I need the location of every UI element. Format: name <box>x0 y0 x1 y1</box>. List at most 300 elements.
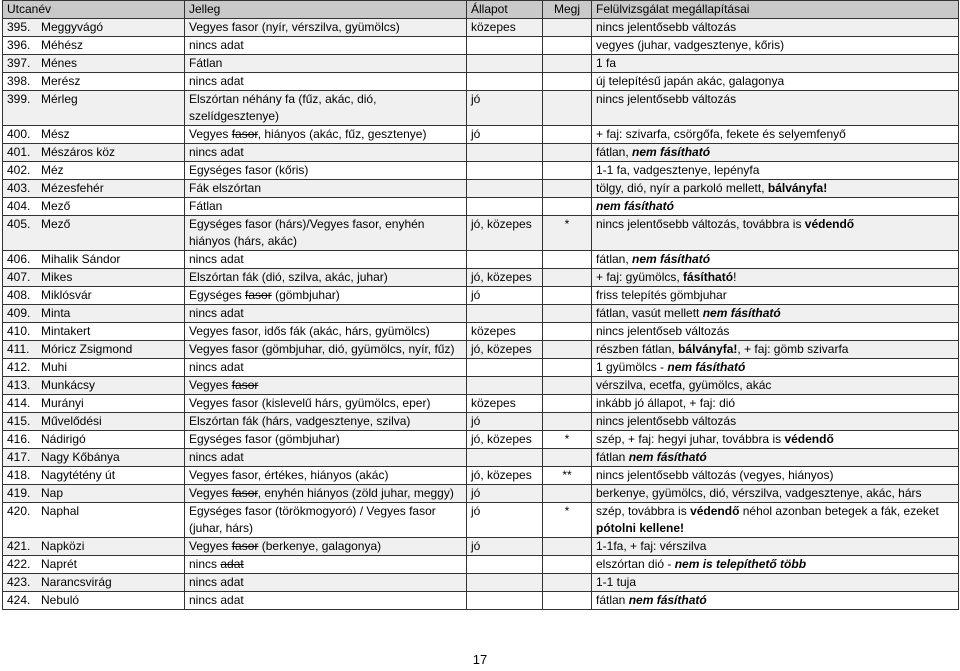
cell-megj <box>543 592 592 610</box>
row-number: 415. <box>7 414 31 428</box>
struck-text: fasor <box>231 486 258 500</box>
bold-text: védendő <box>804 217 855 231</box>
row-number: 421. <box>7 539 31 553</box>
street-name: Mézesfehér <box>41 181 104 195</box>
cell-megj <box>543 449 592 467</box>
text: Vegyes fasor, idős fák (akác, hárs, gyümölcs) <box>189 324 430 338</box>
cell-megj <box>543 341 592 359</box>
text: nincs adat <box>189 145 244 159</box>
cell-allapot: közepes <box>467 19 543 37</box>
row-number: 423. <box>7 575 31 589</box>
cell-street <box>3 467 185 485</box>
text: nincs adat <box>189 306 244 320</box>
cell-felulvizsgalat <box>592 55 959 73</box>
cell-street <box>3 251 185 269</box>
cell-street <box>3 592 185 610</box>
row-number: 401. <box>7 145 31 159</box>
text: tölgy, dió, nyír a parkoló mellett, <box>596 181 768 195</box>
street-name: Művelődési <box>41 414 102 428</box>
street-name: Nap <box>41 486 64 500</box>
cell-felulvizsgalat <box>592 574 959 592</box>
cell-allapot: közepes <box>467 395 543 413</box>
bold-italic-text <box>629 593 707 607</box>
cell-jelleg <box>185 251 467 269</box>
text: 1-1 tuja <box>596 575 637 589</box>
table-row <box>3 287 959 305</box>
text: nincs adat <box>189 450 244 464</box>
bold-italic-text <box>667 360 745 374</box>
cell-felulvizsgalat <box>592 37 959 55</box>
street-name: Nebuló <box>41 593 80 607</box>
text: vérszilva, ecetfa, gyümölcs, akác <box>596 378 772 392</box>
street-name: Mihalik Sándor <box>41 252 121 266</box>
row-number: 400. <box>7 127 31 141</box>
cell-allapot <box>467 592 543 610</box>
street-name: Muhi <box>41 360 68 374</box>
cell-jelleg <box>185 73 467 91</box>
table-row <box>3 592 959 610</box>
table-row <box>3 431 959 449</box>
cell-felulvizsgalat <box>592 323 959 341</box>
struck-text: fasor <box>231 378 259 392</box>
cell-megj <box>543 395 592 413</box>
cell-felulvizsgalat <box>592 269 959 287</box>
cell-jelleg <box>185 341 467 359</box>
cell-street <box>3 538 185 556</box>
text: nincs adat <box>189 575 244 589</box>
text: fátlan, <box>596 145 633 159</box>
street-name: Móricz Zsigmond <box>41 342 133 356</box>
cell-jelleg <box>185 574 467 592</box>
bold-text: védendő <box>784 432 834 446</box>
text: nincs jelentősebb változás <box>596 414 737 428</box>
cell-jelleg <box>185 538 467 556</box>
cell-megj <box>543 556 592 574</box>
cell-street <box>3 91 185 126</box>
table-row <box>3 37 959 55</box>
cell-jelleg <box>185 216 467 251</box>
cell-allapot: jó <box>467 287 543 305</box>
cell-jelleg <box>185 287 467 305</box>
text: Elszórtan néhány fa (fűz, akác, dió, szelídgesztenye) <box>189 92 377 123</box>
row-number: 422. <box>7 557 31 571</box>
text: Vegyes <box>189 127 232 141</box>
bold-italic-text <box>629 450 707 464</box>
cell-street <box>3 126 185 144</box>
row-number: 408. <box>7 288 31 302</box>
cell-felulvizsgalat <box>592 180 959 198</box>
text: Fátlan <box>189 199 223 213</box>
table-row <box>3 198 959 216</box>
street-name: Mészáros köz <box>41 145 116 159</box>
row-number: 406. <box>7 252 31 266</box>
cell-allapot: jó, közepes <box>467 431 543 449</box>
cell-allapot <box>467 305 543 323</box>
text: fátlan <box>596 593 629 607</box>
street-name: Naphal <box>41 504 80 518</box>
cell-jelleg <box>185 503 467 538</box>
street-name: Mintakert <box>41 324 91 338</box>
cell-jelleg <box>185 305 467 323</box>
cell-jelleg <box>185 162 467 180</box>
text: , enyhén hiányos (zöld juhar, meggy) <box>257 486 454 500</box>
street-name: Nagytétény út <box>41 468 116 482</box>
text: , + faj: gömb szivarfa <box>737 342 849 356</box>
cell-felulvizsgalat <box>592 216 959 251</box>
cell-megj <box>543 485 592 503</box>
table-row <box>3 341 959 359</box>
text: szép, + faj: hegyi juhar, továbbra is <box>596 432 785 446</box>
row-number: 395. <box>7 20 31 34</box>
cell-jelleg <box>185 91 467 126</box>
header-allapot: Állapot <box>467 1 543 19</box>
bold-italic-text <box>703 306 781 320</box>
cell-felulvizsgalat <box>592 19 959 37</box>
text: nincs adat <box>189 252 244 266</box>
text: Vegyes <box>189 486 232 500</box>
text: néhol azonban betegek a fák, ezeket <box>739 504 939 518</box>
cell-street <box>3 37 185 55</box>
row-number: 413. <box>7 378 31 392</box>
cell-jelleg <box>185 37 467 55</box>
cell-street <box>3 73 185 91</box>
text: nincs jelentősebb változás (vegyes, hiányos) <box>596 468 834 482</box>
bold-italic-text <box>675 557 806 571</box>
cell-jelleg <box>185 144 467 162</box>
cell-megj <box>543 91 592 126</box>
table-row <box>3 162 959 180</box>
cell-felulvizsgalat <box>592 377 959 395</box>
text: Egységes fasor (gömbjuhar) <box>189 432 340 446</box>
street-name: Mikes <box>41 270 73 284</box>
cell-jelleg <box>185 359 467 377</box>
text: 1-1 fa, vadgesztenye, lepényfa <box>596 163 760 177</box>
row-number: 402. <box>7 163 31 177</box>
cell-allapot <box>467 180 543 198</box>
cell-allapot: jó <box>467 538 543 556</box>
header-megj: Megj <box>543 1 592 19</box>
struck-text: fasor <box>231 539 259 553</box>
cell-allapot <box>467 449 543 467</box>
table-row <box>3 377 959 395</box>
table-row <box>3 126 959 144</box>
text: Egységes <box>189 288 246 302</box>
cell-felulvizsgalat <box>592 556 959 574</box>
row-number: 403. <box>7 181 31 195</box>
cell-allapot: jó <box>467 503 543 538</box>
bold-text: védendő <box>690 504 740 518</box>
text: új telepítésű japán akác, galagonya <box>596 74 785 88</box>
street-name: Meggyvágó <box>41 20 104 34</box>
cell-jelleg <box>185 126 467 144</box>
cell-felulvizsgalat <box>592 198 959 216</box>
cell-jelleg <box>185 413 467 431</box>
bold-italic-text <box>596 199 674 213</box>
cell-felulvizsgalat <box>592 126 959 144</box>
cell-street <box>3 55 185 73</box>
cell-street <box>3 556 185 574</box>
row-number: 410. <box>7 324 31 338</box>
cell-megj <box>543 37 592 55</box>
row-number: 397. <box>7 56 31 70</box>
row-number: 409. <box>7 306 31 320</box>
cell-jelleg <box>185 431 467 449</box>
text: Vegyes fasor (nyír, vérszilva, gyümölcs) <box>189 20 400 34</box>
street-name: Nagy Kőbánya <box>41 450 120 464</box>
text: (gömbjuhar) <box>271 288 340 302</box>
text: nincs adat <box>189 74 244 88</box>
cell-megj: ** <box>543 467 592 485</box>
cell-street <box>3 377 185 395</box>
row-number: 420. <box>7 504 31 518</box>
cell-allapot <box>467 73 543 91</box>
italic-text: nem fásítható <box>628 593 707 607</box>
cell-felulvizsgalat <box>592 431 959 449</box>
text: Egységes fasor (hárs)/Vegyes fasor, enyhén hiányos (hárs, akác) <box>189 217 425 248</box>
cell-felulvizsgalat <box>592 91 959 126</box>
street-name: Naprét <box>41 557 78 571</box>
cell-street <box>3 144 185 162</box>
cell-megj <box>543 73 592 91</box>
text: elszórtan dió - <box>596 557 675 571</box>
cell-allapot: közepes <box>467 323 543 341</box>
text: Fátlan <box>189 56 223 70</box>
table-row <box>3 216 959 251</box>
table-row <box>3 144 959 162</box>
text: nincs jelentősebb változás <box>596 92 737 106</box>
cell-felulvizsgalat <box>592 592 959 610</box>
cell-felulvizsgalat <box>592 73 959 91</box>
cell-felulvizsgalat <box>592 485 959 503</box>
italic-text: nem fásítható <box>702 306 781 320</box>
cell-jelleg <box>185 377 467 395</box>
text: nincs adat <box>189 360 244 374</box>
text: nincs <box>189 557 221 571</box>
table-row <box>3 485 959 503</box>
cell-felulvizsgalat <box>592 413 959 431</box>
struck-text: fasor <box>245 288 272 302</box>
cell-allapot: jó <box>467 91 543 126</box>
text: + faj: szivarfa, csörgőfa, fekete és selyemfenyő <box>596 127 846 141</box>
street-name: Miklósvár <box>41 288 92 302</box>
bold-text: bálványfa! <box>767 181 828 195</box>
cell-megj <box>543 198 592 216</box>
cell-felulvizsgalat <box>592 144 959 162</box>
inventory-table <box>2 0 959 610</box>
header-jelleg: Jelleg <box>185 1 467 19</box>
table-row <box>3 73 959 91</box>
cell-felulvizsgalat <box>592 359 959 377</box>
cell-allapot: jó <box>467 413 543 431</box>
row-number: 416. <box>7 432 31 446</box>
text: friss telepítés gömbjuhar <box>596 288 727 302</box>
cell-street <box>3 287 185 305</box>
text: 1 fa <box>596 56 617 70</box>
table-row <box>3 395 959 413</box>
text: Egységes fasor (törökmogyoró) / Vegyes fasor (juhar, hárs) <box>189 504 436 535</box>
street-name: Narancsvirág <box>41 575 112 589</box>
header-utcanev: Utcanév <box>3 1 185 19</box>
street-name: Napközi <box>41 539 85 553</box>
cell-allapot <box>467 556 543 574</box>
street-name: Méz <box>41 163 64 177</box>
text: Vegyes <box>189 378 232 392</box>
table-header-row <box>3 1 959 19</box>
cell-jelleg <box>185 198 467 216</box>
cell-street <box>3 216 185 251</box>
text: inkább jó állapot, + faj: dió <box>596 396 736 410</box>
row-number: 412. <box>7 360 31 374</box>
bold-italic-text <box>632 145 710 159</box>
row-number: 414. <box>7 396 31 410</box>
struck-text: adat <box>220 557 244 571</box>
bold-text: bálványfa! <box>678 342 738 356</box>
cell-megj: * <box>543 216 592 251</box>
cell-street <box>3 341 185 359</box>
text: nincs jelentősebb változás, továbbra is <box>596 217 805 231</box>
table-row <box>3 180 959 198</box>
cell-felulvizsgalat <box>592 162 959 180</box>
cell-felulvizsgalat <box>592 251 959 269</box>
cell-megj <box>543 287 592 305</box>
struck-text: fasor <box>231 127 258 141</box>
table-row <box>3 467 959 485</box>
cell-felulvizsgalat <box>592 467 959 485</box>
row-number: 419. <box>7 486 31 500</box>
cell-jelleg <box>185 180 467 198</box>
table-row <box>3 19 959 37</box>
cell-megj <box>543 180 592 198</box>
header-felulvizsgalat: Felülvizsgálat megállapításai <box>592 1 959 19</box>
text: Egységes fasor (kőris) <box>189 163 309 177</box>
cell-allapot: jó, közepes <box>467 341 543 359</box>
text: 1-1fa, + faj: vérszilva <box>596 539 707 553</box>
cell-megj <box>543 144 592 162</box>
cell-allapot <box>467 144 543 162</box>
cell-megj <box>543 413 592 431</box>
cell-allapot <box>467 574 543 592</box>
cell-felulvizsgalat <box>592 395 959 413</box>
row-number: 424. <box>7 593 31 607</box>
text: fátlan <box>596 450 629 464</box>
bold-text: pótolni kellene! <box>596 521 685 535</box>
street-name: Merész <box>41 74 81 88</box>
text: nincs adat <box>189 38 244 52</box>
cell-jelleg <box>185 556 467 574</box>
cell-megj <box>543 19 592 37</box>
cell-street <box>3 485 185 503</box>
cell-street <box>3 19 185 37</box>
text: nincs jelentősebb változás <box>596 20 737 34</box>
italic-text: nem is telepíthető több <box>674 557 807 571</box>
cell-street <box>3 269 185 287</box>
text: fátlan, vasút mellett <box>596 306 703 320</box>
cell-megj <box>543 251 592 269</box>
cell-megj <box>543 126 592 144</box>
text: 1 gyümölcs - <box>596 360 668 374</box>
street-name: Méhész <box>41 38 84 52</box>
row-number: 404. <box>7 199 31 213</box>
cell-street <box>3 413 185 431</box>
cell-street <box>3 449 185 467</box>
cell-street <box>3 431 185 449</box>
cell-megj <box>543 377 592 395</box>
cell-jelleg <box>185 323 467 341</box>
cell-allapot <box>467 251 543 269</box>
table-row <box>3 269 959 287</box>
cell-allapot: jó, közepes <box>467 216 543 251</box>
cell-jelleg <box>185 449 467 467</box>
cell-felulvizsgalat <box>592 538 959 556</box>
text: Vegyes fasor, értékes, hiányos (akác) <box>189 468 389 482</box>
cell-street <box>3 180 185 198</box>
street-name: Mező <box>41 217 71 231</box>
cell-jelleg <box>185 55 467 73</box>
table-row <box>3 323 959 341</box>
text: vegyes (juhar, vadgesztenye, kőris) <box>596 38 785 52</box>
cell-street <box>3 323 185 341</box>
cell-allapot: jó <box>467 485 543 503</box>
table-row <box>3 55 959 73</box>
cell-allapot: jó, közepes <box>467 269 543 287</box>
cell-allapot <box>467 198 543 216</box>
cell-megj <box>543 574 592 592</box>
cell-megj <box>543 323 592 341</box>
table-row <box>3 503 959 538</box>
street-name: Mész <box>41 127 70 141</box>
text: ! <box>733 270 737 284</box>
street-name: Mérleg <box>41 92 78 106</box>
row-number: 399. <box>7 92 31 106</box>
row-number: 418. <box>7 468 31 482</box>
cell-felulvizsgalat <box>592 287 959 305</box>
italic-text: nem fásítható <box>632 145 711 159</box>
row-number: 398. <box>7 74 31 88</box>
bold-italic-text <box>632 252 710 266</box>
cell-allapot <box>467 377 543 395</box>
italic-text: nem fásítható <box>596 199 675 213</box>
bold-text: fásítható <box>683 270 734 284</box>
cell-megj: * <box>543 503 592 538</box>
row-number: 405. <box>7 217 31 231</box>
table-row <box>3 449 959 467</box>
cell-megj: * <box>543 431 592 449</box>
street-name: Mező <box>41 199 71 213</box>
cell-jelleg <box>185 19 467 37</box>
cell-felulvizsgalat <box>592 341 959 359</box>
table-row <box>3 305 959 323</box>
text: nincs jelentőseb változás <box>596 324 730 338</box>
cell-street <box>3 198 185 216</box>
table-row <box>3 359 959 377</box>
cell-jelleg <box>185 467 467 485</box>
cell-allapot: jó <box>467 126 543 144</box>
italic-text: nem fásítható <box>628 450 707 464</box>
table-row <box>3 413 959 431</box>
text: + faj: gyümölcs, <box>596 270 684 284</box>
text: nincs adat <box>189 593 244 607</box>
table-body <box>3 19 959 610</box>
text: Vegyes fasor (kislevelű hárs, gyümölcs, eper) <box>189 396 431 410</box>
cell-street <box>3 395 185 413</box>
cell-felulvizsgalat <box>592 305 959 323</box>
text: Fák elszórtan <box>189 181 262 195</box>
table-row <box>3 251 959 269</box>
text: részben fátlan, <box>596 342 679 356</box>
cell-megj <box>543 162 592 180</box>
cell-allapot <box>467 55 543 73</box>
cell-megj <box>543 538 592 556</box>
